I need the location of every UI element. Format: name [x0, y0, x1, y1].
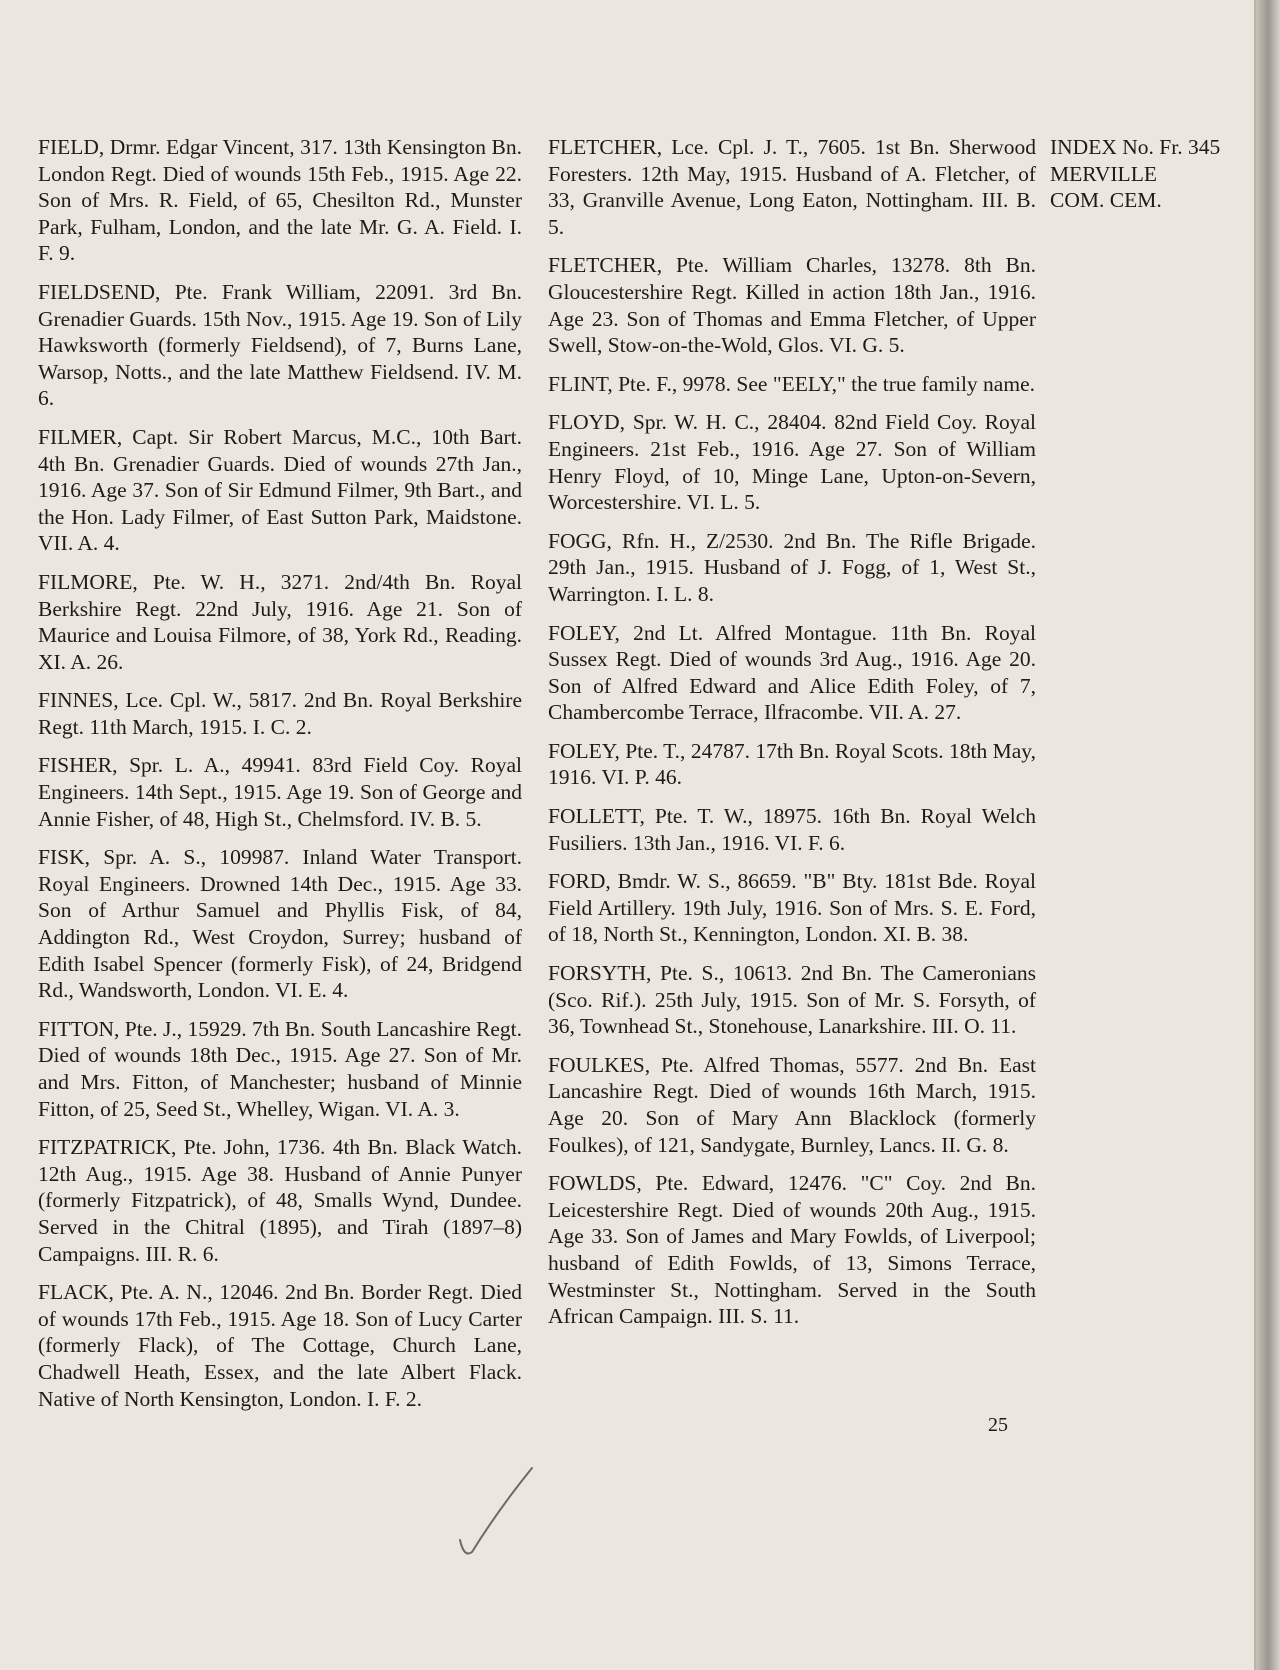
page-number: 25	[988, 1414, 1008, 1436]
entry-fisk: FISK, Spr. A. S., 109987. Inland Water Transport. Royal Engineers. Drowned 14th Dec., 1915. Age 33. Son of Arthur Samuel and Phyllis Fisk, of 84, Addington Rd., West Croydon, Surrey; husband of Edith Isabel Spencer (formerly Fisk), of 24, Bridgend Rd., Wandsworth, London. VI. E. 4.	[38, 845, 522, 1003]
entry-flint: FLINT, Pte. F., 9978. See "EELY," the true family name.	[548, 371, 1035, 396]
entry-ford: FORD, Bmdr. W. S., 86659. "B" Bty. 181st Bde. Royal Field Artillery. 19th July, 1916. Son of Mrs. S. E. Ford, of 18, North St., Kennington, London. XI. B. 38.	[548, 869, 1036, 947]
entry-filmer: FILMER, Capt. Sir Robert Marcus, M.C., 10th Bart. 4th Bn. Grenadier Guards. Died of wounds 27th Jan., 1916. Age 37. Son of Sir Edmund Filmer, 9th Bart., and the Hon. Lady Filmer, of East Sutton Park, Maidstone. VII. A. 4.	[38, 424, 522, 556]
entry-field: FIELD, Drmr. Edgar Vincent, 317. 13th Kensington Bn. London Regt. Died of wounds 15th Feb., 1915. Age 22. Son of Mrs. R. Field, of 65, Chesilton Rd., Munster Park, Fulham, London, and the late Mr. G. A. Field. I. F. 9.	[38, 135, 522, 266]
entry-fogg: FOGG, Rfn. H., Z/2530. 2nd Bn. The Rifle Brigade. 29th Jan., 1915. Husband of J. Fogg, of 1, West St., Warrington. I. L. 8.	[548, 528, 1036, 606]
entry-fisher: FISHER, Spr. L. A., 49941. 83rd Field Coy. Royal Engineers. 14th Sept., 1915. Age 19. Son of George and Annie Fisher, of 48, High St., Chelmsford. IV. B. 5.	[38, 753, 522, 831]
cemetery-type: COM. CEM.	[1050, 188, 1162, 213]
left-column	[38, 134, 522, 1424]
entry-fletcher-william: FLETCHER, Pte. William Charles, 13278. 8th Bn. Gloucestershire Regt. Killed in action 18th Jan., 1916. Age 23. Son of Thomas and Emma Fletcher, of Upper Swell, Stow-on-the-Wold, Glos. VI. G. 5.	[548, 253, 1036, 358]
entry-foulkes: FOULKES, Pte. Alfred Thomas, 5577. 2nd Bn. East Lancashire Regt. Died of wounds 16th March, 1915. Age 20. Son of Mary Ann Blacklock (formerly Foulkes), of 121, Sandygate, Burnley, Lancs. II. G. 8.	[548, 1052, 1036, 1157]
entry-fowlds: FOWLDS, Pte. Edward, 12476. "C" Coy. 2nd Bn. Leicestershire Regt. Died of wounds 20th Aug., 1915. Age 33. Son of James and Mary Fowlds, of Liverpool; husband of Edith Fowlds, of 13, Simons Terrace, Westminster St., Nottingham. Served in the South African Campaign. III. S. 11.	[548, 1171, 1036, 1329]
entry-finnes: FINNES, Lce. Cpl. W., 5817. 2nd Bn. Royal Berkshire Regt. 11th March, 1915. I. C. 2.	[38, 688, 522, 739]
pencil-tick-mark	[450, 1460, 570, 1580]
entry-foley-alfred: FOLEY, 2nd Lt. Alfred Montague. 11th Bn. Royal Sussex Regt. Died of wounds 3rd Aug., 1916. Age 20. Son of Alfred Edward and Alice Edith Foley, of 7, Chambercombe Terrace, Ilfracombe. VII. A. 27.	[548, 620, 1036, 725]
entry-flack: FLACK, Pte. A. N., 12046. 2nd Bn. Border Regt. Died of wounds 17th Feb., 1915. Age 18. Son of Lucy Carter (formerly Flack), of The Cottage, Church Lane, Chadwell Heath, Essex, and the late Albert Flack. Native of North Kensington, London. I. F. 2.	[38, 1280, 522, 1411]
entry-forsyth: FORSYTH, Pte. S., 10613. 2nd Bn. The Cameronians (Sco. Rif.). 25th July, 1915. Son of Mr. S. Forsyth, of 36, Townhead St., Stonehouse, Lanarkshire. III. O. 11.	[548, 961, 1036, 1039]
book-spine-edge	[1256, 0, 1280, 1670]
cemetery-name: MERVILLE	[1050, 161, 1157, 186]
middle-column	[548, 134, 1036, 1342]
entry-filmore: FILMORE, Pte. W. H., 3271. 2nd/4th Bn. Royal Berkshire Regt. 22nd July, 1916. Age 21. Son of Maurice and Louisa Filmore, of 38, York Rd., Reading. XI. A. 26.	[38, 569, 522, 674]
entry-fieldsend: FIELDSEND, Pte. Frank William, 22091. 3rd Bn. Grenadier Guards. 15th Nov., 1915. Age 19. Son of Lily Hawksworth (formerly Fieldsend), of 7, Burns Lane, Warsop, Notts., and the late Matthew Fieldsend. IV. M. 6.	[38, 279, 522, 411]
index-header	[1050, 134, 1250, 214]
index-number: INDEX No. Fr. 345	[1050, 135, 1221, 159]
entry-fitton: FITTON, Pte. J., 15929. 7th Bn. South Lancashire Regt. Died of wounds 18th Dec., 1915. Age 27. Son of Mr. and Mrs. Fitton, of Manchester; husband of Minnie Fitton, of 25, Seed St., Whelley, Wigan. VI. A. 3.	[38, 1016, 522, 1121]
entry-fletcher-jt: FLETCHER, Lce. Cpl. J. T., 7605. 1st Bn. Sherwood Foresters. 12th May, 1915. Husband of A. Fletcher, of 33, Granville Avenue, Long Eaton, Nottingham. III. B. 5.	[548, 135, 1036, 239]
entry-fitzpatrick: FITZPATRICK, Pte. John, 1736. 4th Bn. Black Watch. 12th Aug., 1915. Age 38. Husband of Annie Punyer (formerly Fitzpatrick), of 48, Smalls Wynd, Dundee. Served in the Chitral (1895), and Tirah (1897–8) Campaigns. III. R. 6.	[38, 1135, 522, 1266]
entry-floyd: FLOYD, Spr. W. H. C., 28404. 82nd Field Coy. Royal Engineers. 21st Feb., 1916. Age 27. Son of William Henry Floyd, of 10, Minge Lane, Upton-on-Severn, Worcestershire. VI. L. 5.	[548, 410, 1036, 515]
entry-follett: FOLLETT, Pte. T. W., 18975. 16th Bn. Royal Welch Fusiliers. 13th Jan., 1916. VI. F. 6.	[548, 804, 1036, 855]
entry-foley-t: FOLEY, Pte. T., 24787. 17th Bn. Royal Scots. 18th May, 1916. VI. P. 46.	[548, 738, 1036, 790]
